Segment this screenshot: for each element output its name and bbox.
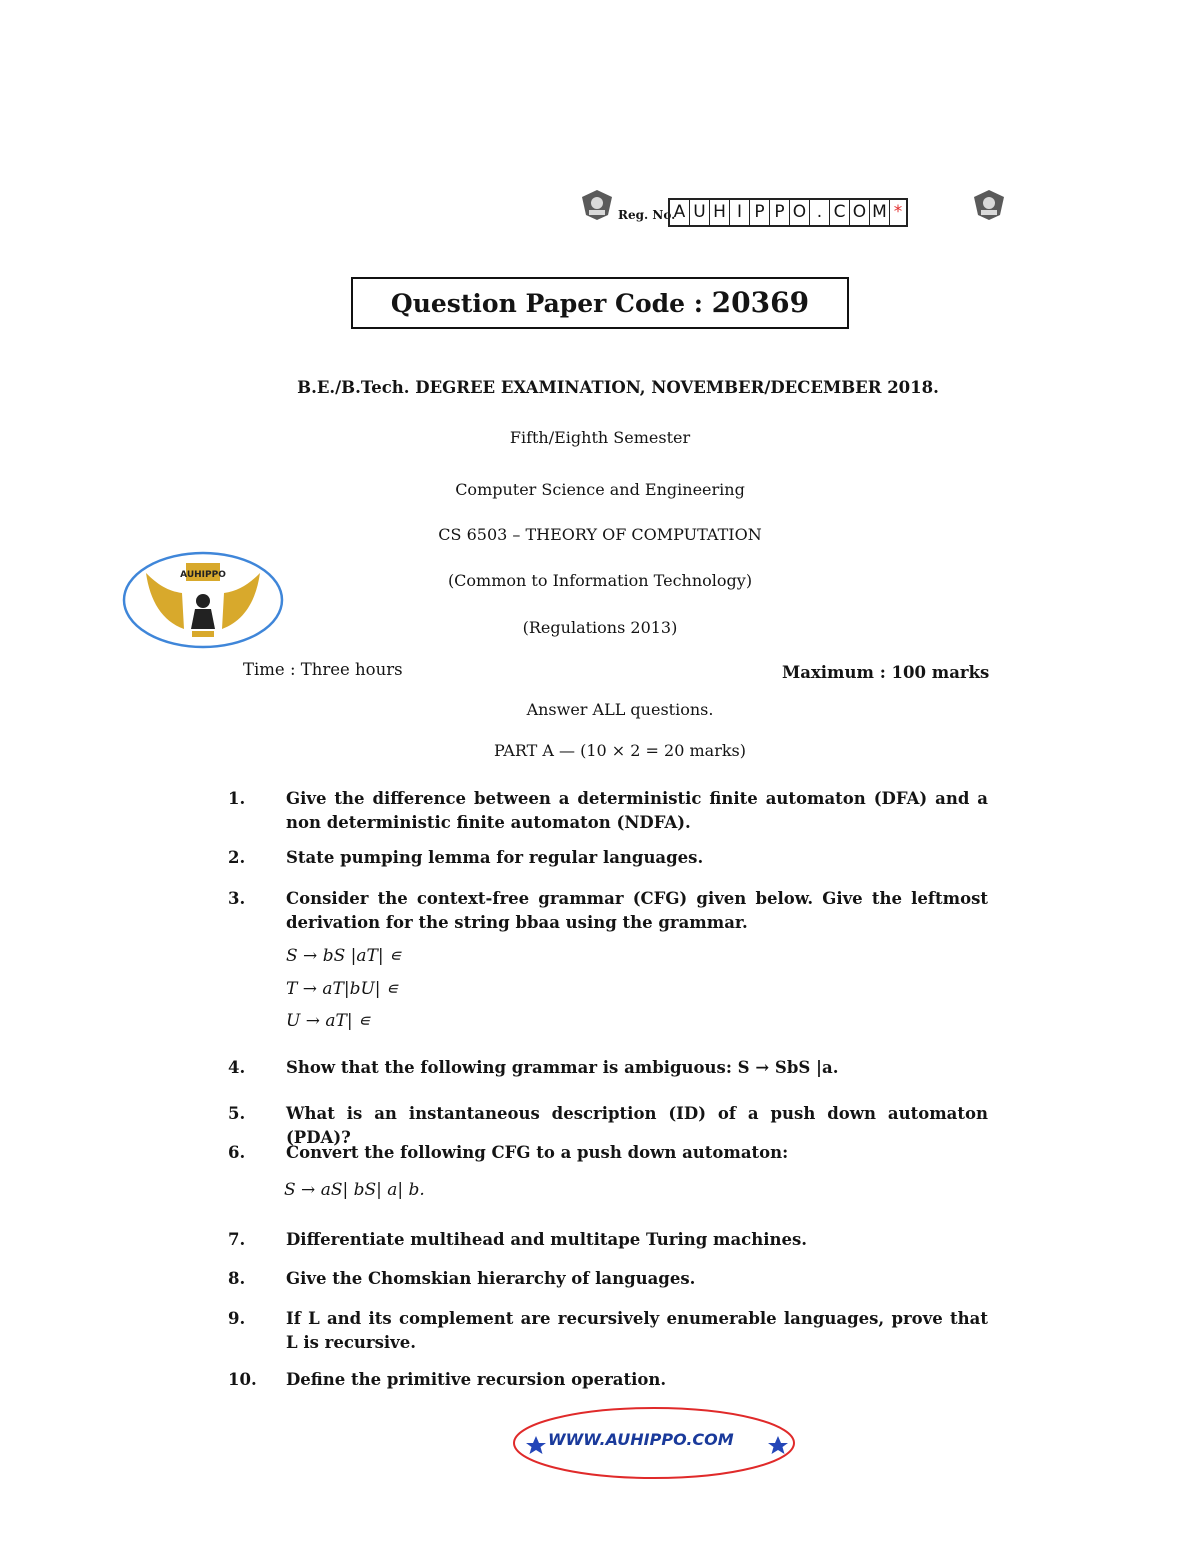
question-number: 10. bbox=[228, 1370, 257, 1389]
reg-box: H bbox=[710, 200, 730, 225]
reg-box: O bbox=[850, 200, 870, 225]
question-text: Give the Chomskian hierarchy of languages. bbox=[286, 1269, 696, 1288]
department: Computer Science and Engineering bbox=[455, 480, 745, 499]
question-number: 7. bbox=[228, 1230, 246, 1249]
reg-box: C bbox=[830, 200, 850, 225]
website-url[interactable]: WWW.AUHIPPO.COM bbox=[548, 1430, 734, 1449]
question-text: Convert the following CFG to a push down automaton: bbox=[286, 1143, 789, 1162]
question-text: If L and its complement are recursively enumerable languages, prove that L is recursive. bbox=[286, 1309, 988, 1352]
college-badge-icon bbox=[580, 188, 614, 222]
grammar-line: U → aT| ∊ bbox=[286, 1011, 371, 1031]
regulations: (Regulations 2013) bbox=[522, 618, 678, 637]
question-item bbox=[228, 787, 988, 837]
reg-box: U bbox=[690, 200, 710, 225]
question-text: Differentiate multihead and multitape Turing machines. bbox=[286, 1230, 807, 1249]
question-text: State pumping lemma for regular languages. bbox=[286, 848, 704, 867]
question-text: Define the primitive recursion operation. bbox=[286, 1370, 667, 1389]
question-text: Show that the following grammar is ambiguous: S → SbS |a. bbox=[286, 1058, 839, 1077]
reg-box: P bbox=[770, 200, 790, 225]
grammar-line: T → aT|bU| ∊ bbox=[286, 979, 399, 999]
question-number: 9. bbox=[228, 1309, 246, 1328]
star-icon bbox=[526, 1436, 546, 1454]
instruction: Answer ALL questions. bbox=[526, 700, 714, 719]
semester: Fifth/Eighth Semester bbox=[509, 428, 691, 447]
reg-box: O bbox=[790, 200, 810, 225]
star-icon bbox=[768, 1436, 788, 1454]
question-text: Give the difference between a deterministic finite automaton (DFA) and a non deterministic finite automaton (NDFA). bbox=[286, 789, 988, 832]
reg-no-boxes bbox=[668, 198, 908, 227]
reg-star: * bbox=[893, 202, 903, 222]
logo-text: AUHIPPO bbox=[180, 570, 226, 580]
reg-box: M bbox=[870, 200, 890, 225]
question-number: 1. bbox=[228, 789, 246, 808]
part-a-heading: PART A — (10 × 2 = 20 marks) bbox=[494, 741, 746, 760]
question-number: 8. bbox=[228, 1269, 246, 1288]
reg-number-strip bbox=[580, 186, 1010, 234]
auhippo-logo bbox=[122, 551, 284, 649]
max-marks: Maximum : 100 marks bbox=[782, 663, 990, 682]
question-number: 2. bbox=[228, 848, 246, 867]
question-item bbox=[228, 887, 988, 937]
reg-no-label: Reg. No. bbox=[618, 208, 676, 222]
question-paper-code: 20369 bbox=[711, 286, 810, 319]
question-text: Consider the context-free grammar (CFG) given below. Give the leftmost derivation for the string bbaa using the grammar. bbox=[286, 889, 988, 932]
exam-title: B.E./B.Tech. DEGREE EXAMINATION, NOVEMBER/DECEMBER 2018. bbox=[297, 378, 939, 397]
common-to: (Common to Information Technology) bbox=[447, 571, 753, 590]
question-paper-code-box bbox=[351, 277, 849, 329]
question-number: 5. bbox=[228, 1104, 246, 1123]
college-badge-icon bbox=[972, 188, 1006, 222]
reg-box: . bbox=[810, 200, 830, 225]
reg-box: I bbox=[730, 200, 750, 225]
question-number: 4. bbox=[228, 1058, 246, 1077]
question-number: 3. bbox=[228, 889, 246, 908]
question-text: What is an instantaneous description (ID) of a push down automaton (PDA)? bbox=[286, 1104, 988, 1147]
course-title: CS 6503 – THEORY OF COMPUTATION bbox=[438, 525, 762, 544]
question-number: 6. bbox=[228, 1143, 246, 1162]
question-item bbox=[228, 1307, 988, 1357]
grammar-line: S → aS| bS| a| b. bbox=[284, 1180, 425, 1200]
reg-box: A bbox=[670, 200, 690, 225]
grammar-line: S → bS |aT| ∊ bbox=[286, 946, 402, 966]
question-paper-code-label: Question Paper Code : bbox=[390, 289, 712, 318]
exam-time: Time : Three hours bbox=[243, 660, 403, 679]
reg-box: P bbox=[750, 200, 770, 225]
